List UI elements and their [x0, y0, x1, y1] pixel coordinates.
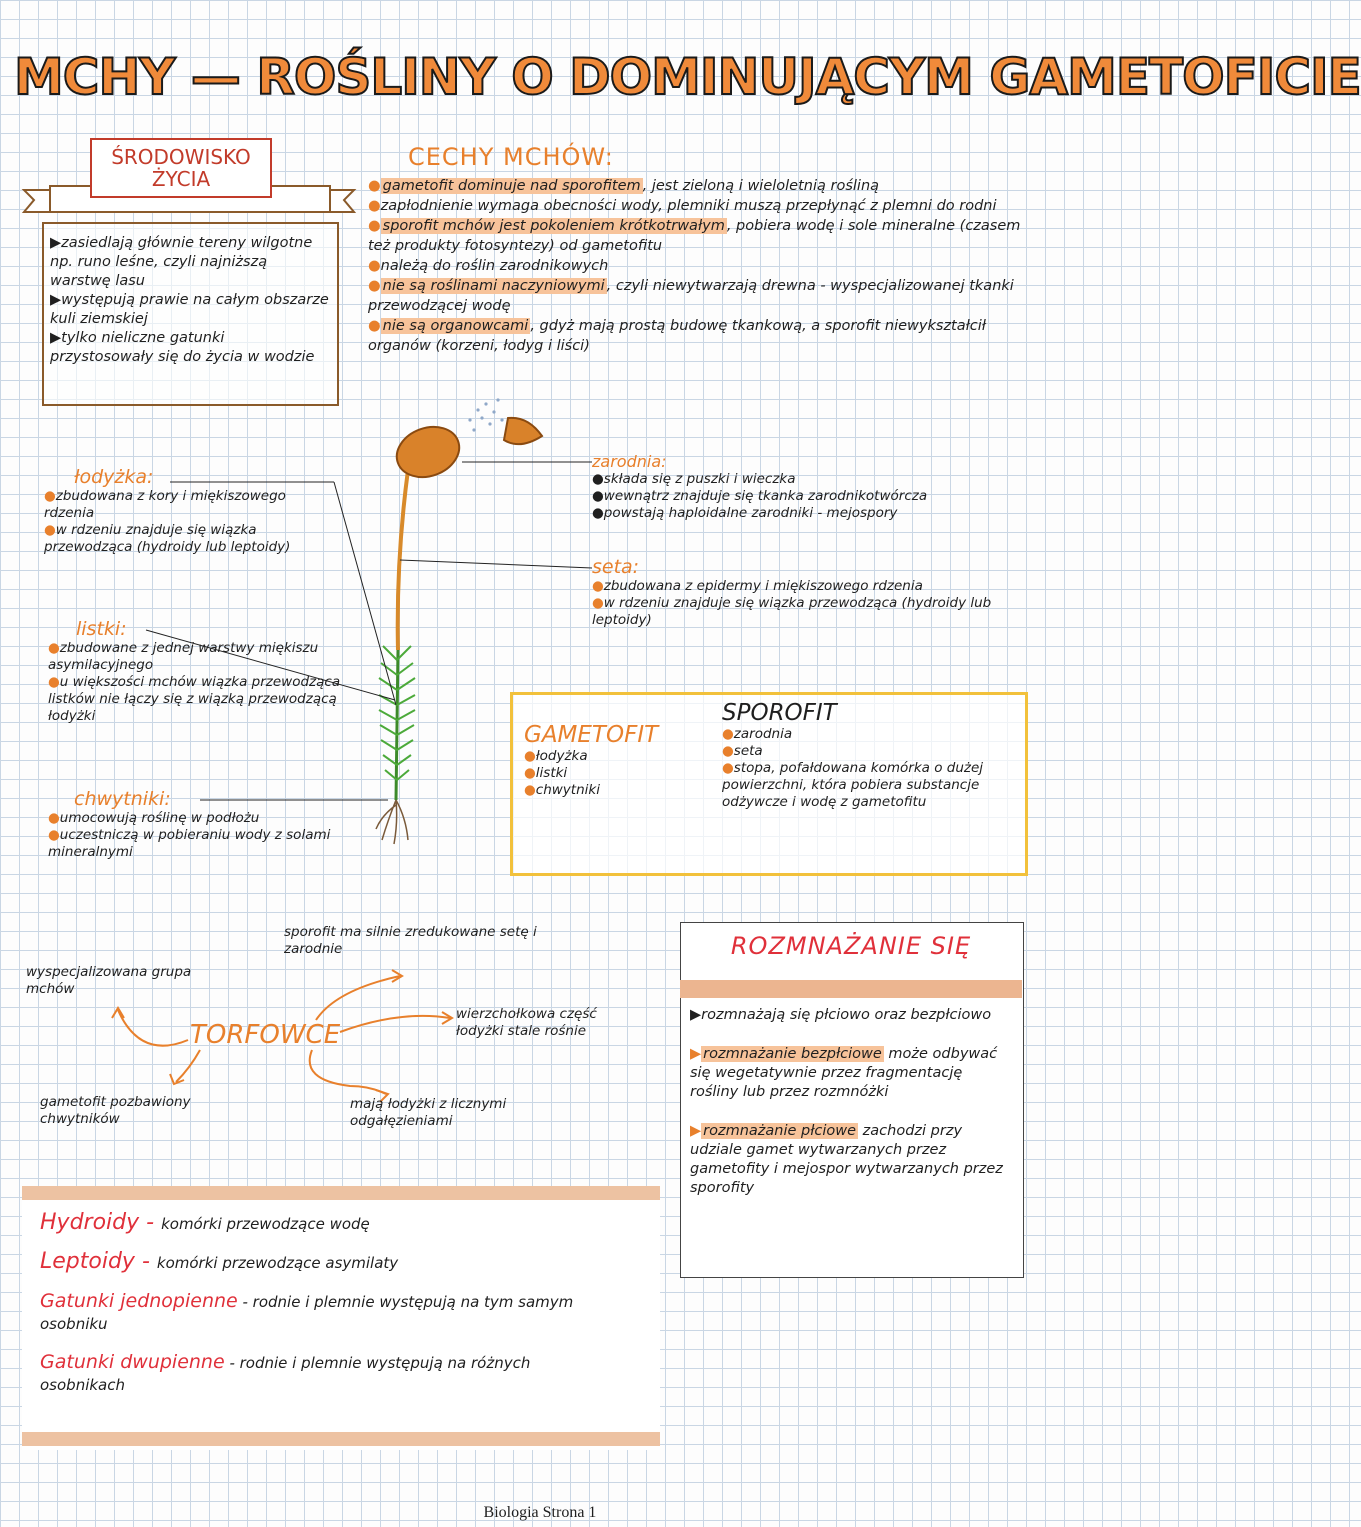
- gametofit-heading: GAMETOFIT: [524, 722, 659, 748]
- chwytniki-heading: chwytniki:: [74, 788, 171, 810]
- definition-item: Gatunki jednopienne - rodnie i plemnie występują na tym samym osobniku: [40, 1290, 574, 1333]
- page-title: MCHY — ROŚLINY O DOMINUJĄCYM GAMETOFICIE: [14, 48, 1361, 106]
- rhizoids: [376, 800, 408, 844]
- lodyzka-item: w rdzeniu znajduje się wiązka przewodząca (hydroidy lub leptoidy): [44, 522, 291, 555]
- feature-text: , czyli niewytwarzają drewna - wyspecjalizowanej tkanki przewodzącej wodę: [368, 278, 1014, 314]
- feature-text: , gdyż mają prostą budowę tkankową, a sporofit niewykształcił organów (korzeni, łodyg i liści): [368, 318, 986, 354]
- seta-annotation: seta: ●zbudowana z epidermy i miękiszowego rdzenia ●w rdzeniu znajduje się wiązka przewodząca (hydroidy lub leptoidy): [592, 556, 1012, 629]
- capsule: [390, 419, 467, 486]
- feature-item: ● nie są organowcami , gdyż mają prostą budowę tkankową, a sporofit niewykształcił organów (korzeni, łodyg i liści): [368, 318, 986, 354]
- definition-desc: komórki przewodzące wodę: [161, 1215, 370, 1233]
- definition-item: Hydroidy - komórki przewodzące wodę: [40, 1210, 370, 1235]
- features-heading: CECHY MCHÓW:: [408, 143, 614, 171]
- environment-item: ▶zasiedlają głównie tereny wilgotne np. runo leśne, czyli najniższą warstwę lasu: [50, 235, 313, 289]
- sporofit-item: zarodnia: [733, 726, 793, 742]
- feature-item: ● nie są roślinami naczyniowymi , czyli niewytwarzają drewna - wyspecjalizowanej tkanki przewodzącej wodę: [368, 278, 1014, 314]
- sporofit-column: SPOROFIT ●zarodnia ●seta ●stopa, pofałdowana komórka o dużej powierzchni, która pobiera substancje odżywcze i wodę z gametofitu: [722, 700, 1014, 811]
- reproduction-p2-highlight: rozmnażanie bezpłciowe: [703, 1046, 882, 1062]
- environment-item: ▶tylko nieliczne gatunki przystosowały się do życia w wodzie: [50, 330, 315, 365]
- feature-highlight: sporofit mchów jest pokoleniem krótkotrwałym: [382, 218, 725, 234]
- zarodnia-item: składa się z puszki i wieczka: [603, 471, 796, 487]
- chwytniki-annotation: chwytniki: ●umocowują roślinę w podłożu ●uczestniczą w pobieraniu wody z solami mineralnymi: [74, 788, 364, 861]
- listki-item: zbudowane z jednej warstwy miękiszu asymilacyjnego: [48, 640, 319, 673]
- feature-item: ●zapłodnienie wymaga obecności wody, plemniki muszą przepłynąć z plemni do rodni: [368, 198, 997, 214]
- feature-text: należą do roślin zarodnikowych: [380, 258, 609, 274]
- gametofit-column: GAMETOFIT ●łodyżka ●listki ●chwytniki: [524, 722, 714, 799]
- reproduction-text: [690, 1006, 1012, 1198]
- reproduction-p3-highlight: rozmnażanie płciowe: [703, 1123, 857, 1139]
- gametofit-item: łodyżka: [535, 748, 588, 764]
- zarodnia-item: powstają haploidalne zarodniki - mejospory: [603, 505, 898, 521]
- torfowce-bottom-right: mają łodyżki z licznymi odgałęzieniami: [350, 1096, 507, 1129]
- reproduction-p2-text: może odbywać się wegetatywnie przez fragmentację rośliny lub przez rozmnóżki: [690, 1046, 998, 1100]
- listki-item: u większości mchów wiązka przewodząca listków nie łączy się z wiązką przewodzącą łodyżki: [48, 674, 341, 724]
- environment-heading: [90, 138, 272, 198]
- feature-item: ● sporofit mchów jest pokoleniem krótkotrwałym , pobiera wodę i sole mineralne (czasem też produkty fotosyntezy) od gametofitu: [368, 218, 1021, 254]
- definition-term: Gatunki jednopienne: [40, 1290, 238, 1312]
- operculum: [504, 418, 542, 444]
- environment-heading-line2: ŻYCIA: [151, 167, 211, 191]
- sporofit-heading: SPOROFIT: [722, 700, 837, 726]
- torfowce-center: TORFOWCE: [190, 1020, 341, 1050]
- listki-annotation: listki: ●zbudowane z jednej warstwy miękiszu asymilacyjnego ●u większości mchów wiązka przewodząca listków nie łączy się z wiązką przewodzącą łodyżki: [48, 618, 341, 724]
- gametofit-item: chwytniki: [535, 782, 600, 798]
- definition-desc: komórki przewodzące asymilaty: [156, 1254, 399, 1272]
- feature-highlight: gametofit dominuje nad sporofitem: [382, 178, 641, 194]
- feature-highlight: nie są roślinami naczyniowymi: [382, 278, 605, 294]
- reproduction-p3-text: zachodzi przy udziale gamet wytwarzanych przez gametofity i mejospor wytwarzanych przez sporofity: [690, 1123, 1003, 1196]
- definition-desc: rodnie i plemnie występują na różnych osobnikach: [40, 1354, 531, 1394]
- seta-item: w rdzeniu znajduje się wiązka przewodząca (hydroidy lub leptoidy): [592, 595, 992, 628]
- lodyzka-item: zbudowana z kory i miękiszowego rdzenia: [44, 488, 286, 521]
- feature-text: zapłodnienie wymaga obecności wody, plemniki muszą przepłynąć z plemni do rodni: [380, 198, 997, 214]
- environment-list: [50, 234, 330, 367]
- seta-item: zbudowana z epidermy i miękiszowego rdzenia: [603, 578, 923, 594]
- torfowce-bottom-left: gametofit pozbawiony chwytników: [40, 1094, 191, 1127]
- gametofit-item: listki: [535, 765, 568, 781]
- reproduction-p1: ▶rozmnażają się płciowo oraz bezpłciowo: [690, 1007, 992, 1023]
- feature-text: , jest zieloną i wieloletnią rośliną: [642, 178, 880, 194]
- lodyzka-heading: łodyżka:: [74, 466, 154, 488]
- lodyzka-annotation: łodyżka: ●zbudowana z kory i miękiszowego rdzenia ●w rdzeniu znajduje się wiązka przewodząca (hydroidy lub leptoidy): [74, 466, 324, 556]
- definition-desc: rodnie i plemnie występują na tym samym osobniku: [40, 1293, 574, 1333]
- reproduction-p3: ▶ rozmnażanie płciowe zachodzi przy udziale gamet wytwarzanych przez gametofity i mejospor wytwarzanych przez sporofity: [690, 1123, 1003, 1196]
- sporofit-item: stopa, pofałdowana komórka o dużej powierzchni, która pobiera substancje odżywcze i wodę z gametofitu: [722, 760, 984, 810]
- torfowce-left: wyspecjalizowana grupa mchów: [26, 964, 192, 997]
- definition-item: Leptoidy - komórki przewodzące asymilaty: [40, 1249, 399, 1274]
- listki-heading: listki:: [76, 618, 127, 640]
- definition-term: Hydroidy: [40, 1210, 140, 1235]
- zarodnia-heading: zarodnia:: [592, 452, 667, 471]
- definition-item: Gatunki dwupienne - rodnie i plemnie występują na różnych osobnikach: [40, 1351, 531, 1394]
- feature-item: ●należą do roślin zarodnikowych: [368, 258, 609, 274]
- chwytniki-item: umocowują roślinę w podłożu: [59, 810, 260, 826]
- feature-highlight: nie są organowcami: [382, 318, 529, 334]
- chwytniki-item: uczestniczą w pobieraniu wody z solami mineralnymi: [48, 827, 331, 860]
- features-list: [368, 176, 1038, 356]
- definitions-band-bottom: [22, 1432, 660, 1446]
- zarodnia-item: wewnątrz znajduje się tkanka zarodnikotwórcza: [603, 488, 928, 504]
- page-footer: Biologia Strona 1: [483, 1504, 597, 1521]
- seta-heading: seta:: [592, 556, 640, 578]
- zarodnia-annotation: zarodnia: ●składa się z puszki i wieczka ●wewnątrz znajduje się tkanka zarodnikotwórcza ●powstają haploidalne zarodniki - mejospory: [592, 452, 1032, 522]
- environment-item: ▶występują prawie na całym obszarze kuli ziemskiej: [50, 292, 329, 327]
- spores: [468, 398, 503, 431]
- environment-heading-line1: ŚRODOWISKO: [111, 145, 251, 169]
- definition-term: Leptoidy: [40, 1249, 135, 1274]
- definitions-list: [40, 1210, 640, 1396]
- feature-item: ● gametofit dominuje nad sporofitem , jest zieloną i wieloletnią rośliną: [368, 178, 880, 194]
- reproduction-band: [680, 980, 1022, 998]
- feature-text: , pobiera wodę i sole mineralne (czasem też produkty fotosyntezy) od gametofitu: [368, 218, 1021, 254]
- sporofit-item: seta: [733, 743, 763, 759]
- definition-term: Gatunki dwupienne: [40, 1351, 225, 1373]
- reproduction-p2: ▶ rozmnażanie bezpłciowe może odbywać się wegetatywnie przez fragmentację rośliny lub przez rozmnóżki: [690, 1046, 998, 1100]
- reproduction-heading: ROZMNAŻANIE SIĘ: [730, 932, 972, 960]
- torfowce-right: wierzchołkowa część łodyżki stale rośnie: [456, 1006, 597, 1039]
- torfowce-top: sporofit ma silnie zredukowane setę i zarodnie: [284, 924, 537, 957]
- definitions-band-top: [22, 1186, 660, 1200]
